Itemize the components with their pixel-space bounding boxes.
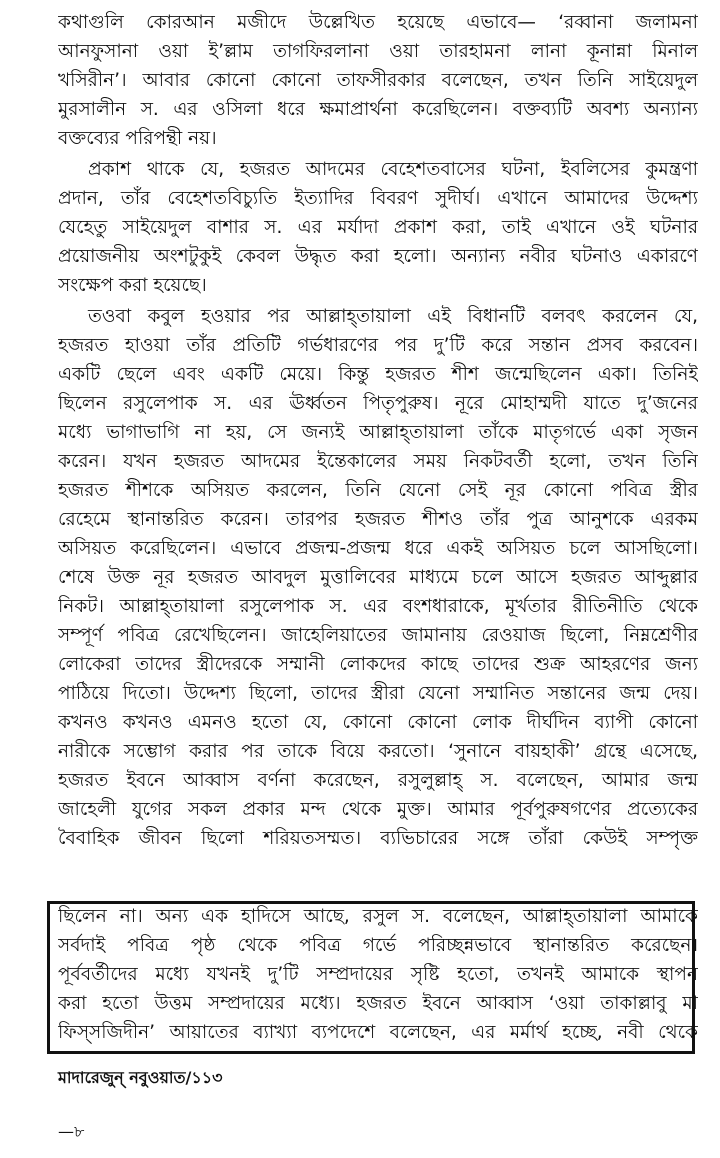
text-line: প্রকাশ থাকে যে, হজরত আদমের বেহেশতবাসের ঘটনা, ইবলিসের কুমন্ত্রণা xyxy=(88,159,698,180)
paragraph-3 xyxy=(58,302,698,853)
text-line: শেষে উক্ত নূর হজরত আবদুল মুত্তালিবের মাধ্যমে চলে আসে হজরত আব্দুল্লার xyxy=(58,567,698,588)
text-line: নারীকে সম্ভোগ করার পর তাকে বিয়ে করতো। ‘সুনানে বায়হাকী’ গ্রন্থে এসেছে, xyxy=(58,741,698,762)
source-citation: মাদারেজুন্ নবুওয়াত/১১৩ xyxy=(58,1068,223,1087)
text-line: একটি ছেলে এবং একটি মেয়ে। কিন্তু হজরত শীশ জন্মেছিলেন একা। তিনিই xyxy=(58,364,698,385)
text-line: হজরত ইবনে আব্বাস বর্ণনা করেছেন, রসুলুল্লাহ্ স. বলেছেন, আমার জন্ম xyxy=(58,770,698,791)
paragraph-2 xyxy=(58,155,698,300)
text-line: বৈবাহিক জীবন ছিলো শরিয়তসম্মত। ব্যভিচারের সঙ্গে তাঁরা কেউই সম্পৃক্ত xyxy=(58,828,698,849)
boxed-text-line: করা হতো উত্তম সম্প্রদায়ের মধ্যে। হজরত ইবনে আব্বাস ‘ওয়া তাকাল্লাবু মা xyxy=(58,993,698,1014)
text-line: মধ্যে ভাগাভাগি না হয়, সে জন্যই আল্লাহ্তায়ালা তাঁকে মাতৃগর্ভে একা সৃজন xyxy=(58,422,698,443)
text-line: পাঠিয়ে দিতো। উদ্দেশ্য ছিলো, তাদের স্ত্রীরা যেনো সম্মানিত সন্তানের জন্ম দেয়। xyxy=(58,683,698,704)
text-line: ছিলেন রসুলেপাক স. এর ঊর্ধ্বতন পিতৃপুরুষ। নূরে মোহাম্মদী যাতে দু’জনের xyxy=(58,393,698,414)
text-line: প্রয়োজনীয় অংশটুকুই কেবল উদ্ধৃত করা হলো। অন্যান্য নবীর ঘটনাও একারণে xyxy=(58,246,698,267)
text-line: কথাগুলি কোরআন মজীদে উল্লেখিত হয়েছে এভাবে— ‘রব্বানা জলামনা xyxy=(58,12,698,33)
text-line: যেহেতু সাইয়েদুল বাশার স. এর মর্যাদা প্রকাশ করা, তাই এখানে ওই ঘটনার xyxy=(58,217,698,238)
boxed-text-line: পূর্ববর্তীদের মধ্যে যখনই দু’টি সম্প্রদায়ের সৃষ্টি হতো, তখনই আমাকে স্থাপন xyxy=(58,964,698,985)
text-line: করেন। যখন হজরত আদমের ইন্তেকালের সময় নিকটবর্তী হলো, তখন তিনি xyxy=(58,451,698,472)
text-line: রেহেমে স্থানান্তরিত করেন। তারপর হজরত শীশও তাঁর পুত্র আনুশকে এরকম xyxy=(58,509,698,530)
text-line: জাহেলী যুগের সকল প্রকার মন্দ থেকে মুক্ত। আমার পূর্বপুরুষগণের প্রত্যেকের xyxy=(58,799,698,820)
text-line: হজরত শীশকে অসিয়ত করলেন, তিনি যেনো সেই নূর কোনো পবিত্র স্ত্রীর xyxy=(58,480,698,501)
boxed-text-line: ফিস্সজিদীন’ আয়াতের ব্যাখ্যা ব্যপদেশে বলেছেন, এর মর্মার্থ হচ্ছে, নবী থেকে xyxy=(58,1022,698,1043)
text-line: মুরসালীন স. এর ওসিলা ধরে ক্ষমাপ্রার্থনা করেছিলেন। বক্তব্যটি অবশ্য অন্যান্য xyxy=(58,99,698,120)
text-line: নিকট। আল্লাহ্তায়ালা রসুলেপাক স. এর বংশধারাকে, মূর্খতার রীতিনীতি থেকে xyxy=(58,596,698,617)
text-line: সংক্ষেপ করা হয়েছে। xyxy=(58,275,207,296)
text-line: বক্তব্যের পরিপন্থী নয়। xyxy=(58,128,217,149)
text-line: সম্পূর্ণ পবিত্র রেখেছিলেন। জাহেলিয়াতের জামানায় রেওয়াজ ছিলো, নিম্নশ্রেণীর xyxy=(58,625,698,646)
text-line: অসিয়ত করেছিলেন। এভাবে প্রজন্ম-প্রজন্ম ধরে একই অসিয়ত চলে আসছিলো। xyxy=(58,538,698,559)
boxed-text-line: ছিলেন না। অন্য এক হাদিসে আছে, রসুল স. বলেছেন, আল্লাহ্তায়ালা আমাকে xyxy=(58,906,698,927)
page-number: —৮ xyxy=(58,1122,85,1141)
text-line: লোকেরা তাদের স্ত্রীদেরকে সম্মানী লোকদের কাছে তাদের শুক্র আহরণের জন্য xyxy=(58,654,698,675)
text-line: হজরত হাওয়া তাঁর প্রতিটি গর্ভধারণের পর দু’টি করে সন্তান প্রসব করবেন। xyxy=(58,335,698,356)
text-line: তওবা কবুল হওয়ার পর আল্লাহ্তায়ালা এই বিধানটি বলবৎ করলেন যে, xyxy=(88,306,698,327)
paragraph-1 xyxy=(58,8,698,153)
text-line: প্রদান, তাঁর বেহেশতবিচ্যুতি ইত্যাদির বিবরণ সুদীর্ঘ। এখানে আমাদের উদ্দেশ্য xyxy=(58,188,698,209)
boxed-paragraph xyxy=(58,902,698,1047)
text-line: কখনও কখনও এমনও হতো যে, কোনো কোনো লোক দীর্ঘদিন ব্যাপী কোনো xyxy=(58,712,698,733)
text-line: আনফুসানা ওয়া ই’ল্লাম তাগফিরলানা ওয়া তারহামনা লানা কূনান্না মিনাল xyxy=(58,41,698,62)
text-line: খসিরীন’। আবার কোনো কোনো তাফসীরকার বলেছেন, তখন তিনি সাইয়েদুল xyxy=(58,70,698,91)
boxed-text-line: সর্বদাই পবিত্র পৃষ্ঠ থেকে পবিত্র গর্ভে পরিচ্ছন্নভাবে স্থানান্তরিত করেছেন। xyxy=(58,935,698,956)
